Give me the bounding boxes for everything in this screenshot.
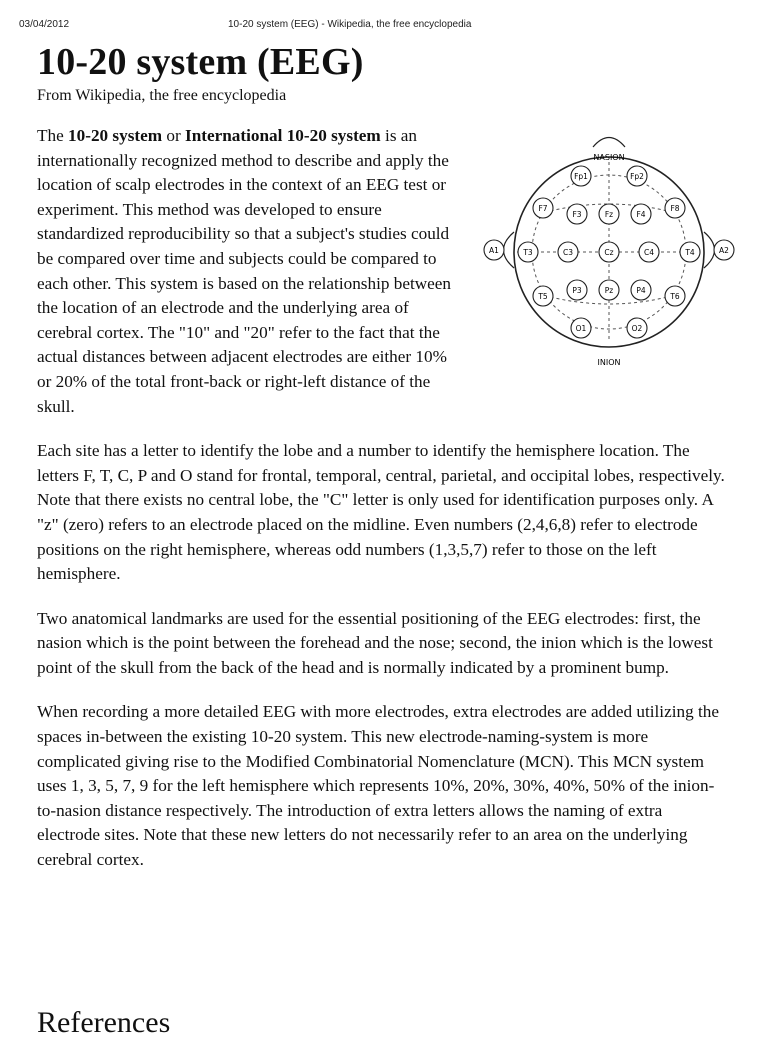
electrode-label: Cz	[604, 248, 614, 257]
paragraph-lobes: Each site has a letter to identify the lobe and a number to identify the hemisphere location. The letters F, T, C, P and O stand for frontal, temporal, central, parietal, and occipital lobes, respectively. Note that there exists no central lobe, the "C" letter is only used for identification purposes only. A "z" (zero) refers to an electrode placed on the midline. Even numbers (2,4,6,8) refer to electrode positions on the right hemisphere, whereas odd numbers (1,3,5,7) refer to those on the left hemisphere.	[37, 441, 725, 584]
electrode-label: F8	[670, 204, 680, 213]
electrode-p4	[631, 280, 651, 300]
eeg-head-diagram-svg	[481, 124, 737, 374]
electrode-t6	[665, 286, 685, 306]
print-header	[0, 19, 768, 33]
electrode-label: F7	[538, 204, 548, 213]
electrode-label: A2	[719, 246, 729, 255]
electrode-label: A1	[489, 246, 499, 255]
electrode-label: C3	[562, 248, 574, 257]
electrode-c3	[558, 242, 578, 262]
electrode-a1	[484, 240, 504, 260]
electrode-fz	[599, 204, 619, 224]
electrode-o1	[571, 318, 591, 338]
electrode-f3	[567, 204, 587, 224]
electrode-label: P3	[572, 286, 582, 295]
electrode-label: T6	[670, 292, 680, 301]
electrode-label: Pz	[604, 286, 614, 295]
electrode-o2	[627, 318, 647, 338]
electrode-label: F4	[636, 210, 646, 219]
electrode-t3	[518, 242, 538, 262]
paragraph-landmarks: Two anatomical landmarks are used for the essential positioning of the EEG electrodes: first, the nasion which is the point between the forehead and the nose; second, the inion which is the lowest point of the skull from the back of the head and is normally indicated by a prominent bump.	[37, 608, 713, 677]
intro-paragraph: The 10-20 system or International 10-20 system is an internationally recognized method to describe and apply the location of scalp electrodes in the context of an EEG test or experiment. This method was developed to ensure standardized reproducibility so that a subject's studies could be compared over time and subjects could be compared to each other. This system is based on the relationship between the location of an electrode and the underlying area of cerebral cortex. The "10" and "20" refer to the fact that the actual distances between adjacent electrodes are either 10% or 20% of the total front-back or right-left distance of the skull.	[37, 126, 451, 416]
references-heading: References	[37, 1006, 171, 1039]
eeg-electrode-diagram	[481, 124, 737, 374]
electrode-t4	[680, 242, 700, 262]
electrode-p3	[567, 280, 587, 300]
electrode-a2	[714, 240, 734, 260]
electrode-t5	[533, 286, 553, 306]
electrode-f4	[631, 204, 651, 224]
electrode-label: O2	[631, 324, 643, 333]
article-body	[37, 124, 727, 893]
term-10-20-system: 10-20 system	[68, 126, 163, 145]
electrode-label: O1	[575, 324, 587, 333]
electrode-label: F3	[572, 210, 582, 219]
electrode-label: T4	[685, 248, 695, 257]
electrode-cz	[599, 242, 619, 262]
electrode-fp1	[571, 166, 591, 186]
inion-label: INION	[597, 358, 621, 367]
electrode-c4	[639, 242, 659, 262]
right-ear-outline	[704, 232, 715, 268]
electrode-label: T5	[538, 292, 548, 301]
nasion-label: NASION	[593, 153, 625, 162]
paragraph-mcn: When recording a more detailed EEG with more electrodes, extra electrodes are added utilizing the spaces in-between the existing 10-20 system. This new electrode-naming-system is more complicated giving rise to the Modified Combinatorial Nomenclature (MCN). This MCN system uses 1, 3, 5, 7, 9 for the left hemisphere which represents 10%, 20%, 30%, 40%, 50% of the inion-to-nasion distance respectively. The introduction of extra letters allows the naming of extra electrode sites. Note that these new letters do not necessarily refer to an area on the underlying cerebral cortex.	[37, 702, 719, 870]
electrode-label: Fp2	[630, 172, 644, 181]
electrode-fp2	[627, 166, 647, 186]
electrode-f7	[533, 198, 553, 218]
electrode-label: Fz	[604, 210, 614, 219]
page-tagline: From Wikipedia, the free encyclopedia	[37, 87, 287, 104]
print-date: 03/04/2012	[19, 19, 70, 30]
electrode-label: C4	[643, 248, 655, 257]
electrode-label: T3	[523, 248, 533, 257]
print-page-title: 10-20 system (EEG) - Wikipedia, the free encyclopedia	[228, 19, 472, 30]
electrode-label: P4	[636, 286, 646, 295]
left-ear-outline	[504, 232, 515, 268]
electrode-f8	[665, 198, 685, 218]
electrode-pz	[599, 280, 619, 300]
term-international-10-20-system: International 10-20 system	[185, 126, 381, 145]
nose-outline	[593, 138, 625, 148]
electrode-label: Fp1	[574, 172, 588, 181]
page-title: 10-20 system (EEG)	[37, 41, 364, 83]
